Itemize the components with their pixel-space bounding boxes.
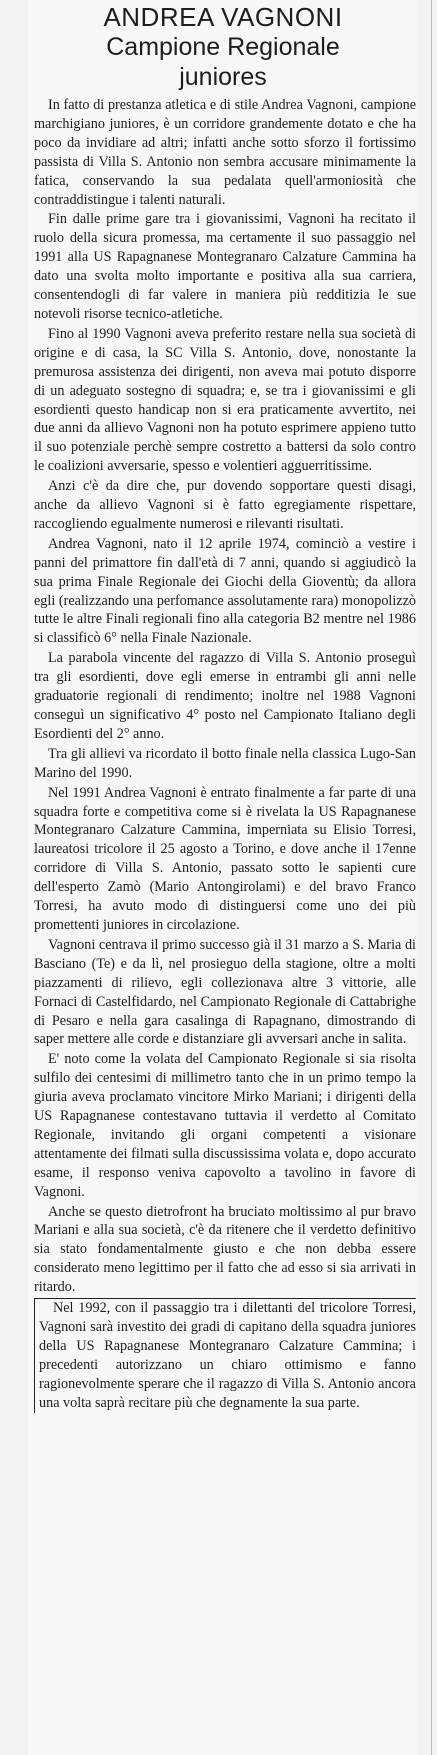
paragraph: E' noto come la volata del Campionato Regionale si sia risolta sulfilo dei centesimi di millimetro tanto che in un primo tempo la giuria aveva proclamato vincitore Mirko Mariani; i dirigenti della US Rapagnanese contestavano tuttavia il verdetto al Comitato Regionale, invitando gli organi competenti a visionare attentamente dei filmati sulla discussissima volata e, dopo accurato esame, il responso veniva capovolto a tavolino in favore di Vagnoni. [34,1051,416,1200]
paragraph: La parabola vincente del ragazzo di Villa S. Antonio proseguì tra gli esordienti, dove egli emerse in entrambi gli anni nelle graduatorie regionali di rendimento; inoltre nel 1988 Vagnoni conseguì un significativo 4° posto nel Campionato Italiano degli Esordienti del 2° anno. [34,650,416,742]
paragraph-boxed: Nel 1992, con il passaggio tra i dilettanti del tricolore Torresi, Vagnoni sarà investito dei gradi di capitano della squadra juniores della US Rapagnanese Montegranaro Calzature Cammina; i precedenti autorizzano un chiaro ottimismo e fanno ragionevolmente sperare che il ragazzo di Villa S. Antonio ancora una volta saprà recitare più che degnamente la sua parte. [34,1298,416,1412]
newspaper-clipping [28,0,418,1755]
article-body [28,96,418,1413]
paragraph: In fatto di prestanza atletica e di stile Andrea Vagnoni, campione marchigiano juniores, è un corridore grandemente dotato e che ha poco da invidiare ad altri; infatti anche sotto sforzo il fortissimo passista di Villa S. Antonio non sembra accusare minimamente la fatica, conservando la sua pedalata quell'armoniosità che contraddistingue i talenti naturali. [34,97,416,208]
column-edge [431,0,432,1755]
headline-category: juniores [179,63,267,91]
paragraph: Tra gli allievi va ricordato il botto finale nella classica Lugo-San Marino del 1990. [34,745,416,781]
headline-subtitle: Campione Regionale [106,33,340,61]
paragraph: Anzi c'è da dire che, pur dovendo sopportare questi disagi, anche da allievo Vagnoni si è fatto egregiamente rispettare, raccogliendo egualmente numerosi e rilevanti risultati. [34,478,416,532]
paragraph: Fino al 1990 Vagnoni aveva preferito restare nella sua società di origine e di casa, la SC Villa S. Antonio, dove, nonostante la premurosa assistenza dei dirigenti, non aveva mai potuto disporre di un adeguato sostegno di squadra; e, se tra i giovanissimi e gli esordienti questo handicap non si era praticamente avvertito, nei due anni da allievo Vagnoni non ha potuto esprimere appieno tutto il suo potenziale perchè sempre costretto a battersi da solo contro le coalizioni avversarie, spesso e volentieri agguerritissime. [34,325,416,475]
paragraph: Anche se questo dietrofront ha bruciato moltissimo al pur bravo Mariani e alla sua società, c'è da ritenere che il verdetto definitivo sia stato fondamentalmente giusto e che non debba essere considerato meno legittimo per il fatto che ad esso si sia arrivati in ritardo. [34,1203,416,1296]
paragraph: Andrea Vagnoni, nato il 12 aprile 1974, cominciò a vestire i panni del primattore fin dall'età di 7 anni, quando si aggiudicò la sua prima Finale Regionale dei Giochi della Gioventù; da allora egli (realizzando una perfomance assolutamente rara) monopolizzò tutte le altre Finali regionali fino alla categoria B2 mentre nel 1986 si classificò 6° nella Finale Nazionale. [34,535,416,647]
paragraph: Fin dalle prime gare tra i giovanissimi, Vagnoni ha recitato il ruolo della sicura promessa, ma certamente il suo passaggio nel 1991 alla US Rapagnanese Montegranaro Calzature Cammina ha dato una svolta molto importante e positiva alla sua carriera, consentendogli di far valere in maniera più redditizia le sue notevoli risorse tecnico-atletiche. [34,211,416,322]
paragraph: Nel 1991 Andrea Vagnoni è entrato finalmente a far parte di una squadra forte e competitiva come si è rivelata la US Rapagnanese Montegranaro Calzature Cammina, imperniata su Elisio Torresi, laureatosi tricolore il 25 agosto a Torino, e dove anche il 17enne corridore di Villa S. Antonio, passato sotto le sapienti cure dell'esperto Zamò (Mario Antongirolami) e del bravo Franco Torresi, ha avuto modo di distinguersi come uno dei più promettenti juniores in circolazione. [34,784,416,933]
paragraph: Vagnoni centrava il primo successo già il 31 marzo a S. Maria di Basciano (Te) e da lì, nel prosieguo della stagione, oltre a molti piazzamenti di rilievo, egli collezionava altre 3 vittorie, alle Fornaci di Castelfidardo, nel Campionato Regionale di Cattabrighe di Pesaro e nella gara casalinga di Rapagnano, dimostrando di saper mettere alle corde e distanziare gli avversari anche in salita. [34,936,416,1048]
headline-name: ANDREA VAGNONI [103,2,343,32]
